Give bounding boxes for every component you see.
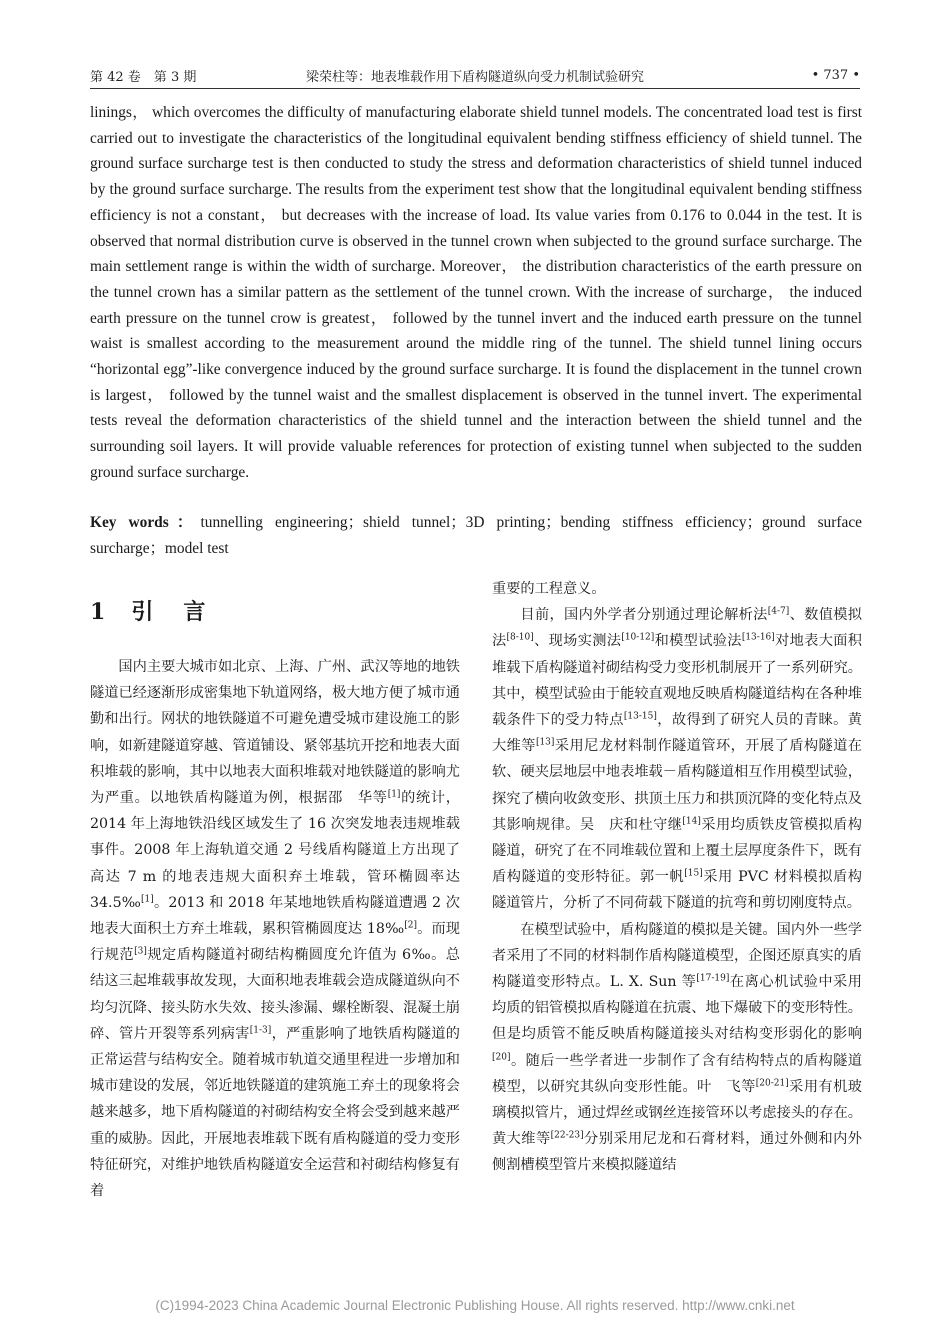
section-heading [90,596,460,628]
running-title: 梁荣柱等：地表堆载作用下盾构隧道纵向受力机制试验研究 [305,69,644,85]
intro-paragraph-2: 目前，国内外学者分别通过理论解析法[4-7]、数值模拟法[8-10]、现场实测法[10-12]和模型试验法[13-16]对地表大面积堆载下盾构隧道衬砌结构受力变形机制展开了一系列研究。其中，模型试验由于能较直观地反映盾构隧道结构在各种堆载条件下的受力特点[13-15]，故得到了研究人员的青睐。黄大维等[13]采用尼龙材料制作隧道管环，开展了盾构隧道在软、硬夹层地层中地表堆载－盾构隧道相互作用模型试验，探究了横向收敛变形、拱顶土压力和拱顶沉降的变化特点及其影响规律。吴 庆和杜守继[14]采用均质铁皮管模拟盾构隧道，研究了在不同堆载位置和上覆土层厚度条件下，既有盾构隧道的变形特征。郭一帆[15]采用 PVC 材料模拟盾构隧道管片，分析了不同荷载下隧道的抗弯和剪切刚度特点。 [492,606,862,912]
intro-paragraph-3: 在模型试验中，盾构隧道的模拟是关键。国内外一些学者采用了不同的材料制作盾构隧道模型，企图还原真实的盾构隧道变形特点。L. X. Sun 等[17-19]在离心机试验中采用均质的铝管模拟盾构隧道在抗震、地下爆破下的变形特性。但是均质管不能反映盾构隧道接头对结构变形弱化的影响[20]。随后一些学者进一步制作了含有结构特点的盾构隧道模型，以研究其纵向变形性能。叶 飞等[20-21]采用有机玻璃模拟管片，通过焊丝或钢丝连接管环以考虑接头的存在。黄大维等[22-23]分别采用尼龙和石膏材料，通过外侧和内外侧割槽模型管片来模拟隧道结 [492,921,862,1174]
intro-paragraph-1-continued: 重要的工程意义。 [492,581,606,597]
citation: [22-23] [550,1130,584,1141]
volume-issue: 第 42 卷 第 3 期 [90,69,197,85]
right-column [492,576,862,1179]
citation: [15] [684,868,703,879]
citation: [17-19] [696,973,730,984]
citation: [10-12] [621,632,655,643]
citation: [1-3] [249,1025,272,1036]
citation: [3] [134,946,147,957]
running-header [90,62,860,89]
citation: [1] [141,894,154,905]
intro-paragraph-1: 国内主要大城市如北京、上海、广州、武汉等地的地铁隧道已经逐渐形成密集地下轨道网络，极大地方便了城市通勤和出行。网状的地铁隧道不可避免遭受城市建设施工的影响，如新建隧道穿越、管道铺设、紧邻基坑开挖和地表大面积堆载的影响，其中以地表大面积堆载对地铁隧道的影响尤为严重。以地铁盾构隧道为例，根据邵 华等[1]的统计，2014 年上海地铁沿线区域发生了 16 次突发地表违规堆载事件。2008 年上海轨道交通 2 号线盾构隧道上方出现了高达 7 m 的地表违规大面积弃土堆载，管环椭圆率达 34.5‰[1]。2013 和 2018 年某地地铁盾构隧道遭遇 2 次地表大面积土方弃土堆载，累积管椭圆度达 18‰[2]。而现行规范[3]规定盾构隧道衬砌结构椭圆度允许值为 6‰。总结这三起堆载事故发现，大面积地表堆载会造成隧道纵向不均匀沉降、接头防水失效、接头渗漏、螺栓断裂、混凝土崩碎、管片开裂等系列病害[1-3]，严重影响了地铁盾构隧道的正常运营与结构安全。随着城市轨道交通里程进一步增加和城市建设的发展，邻近地铁隧道的建筑施工弃土的现象将会越来越多，地下盾构隧道的衬砌结构安全将会受到越来越严重的威胁。因此，开展地表堆载下既有盾构隧道的受力变形特征研究，对维护地铁盾构隧道安全运营和衬砌结构修复有着 [90,659,460,1200]
citation: [13-16] [741,632,775,643]
citation: [13] [535,737,555,748]
page-number: • 737 • [811,67,860,83]
citation: [1] [387,789,401,800]
section-number: 1 [90,599,110,625]
keywords-text: tunnelling engineering；shield tunnel；3D printing；bending stiffness efficiency；ground surface surcharge；model test [90,514,862,557]
abstract-text: linings， which overcomes the difficulty of manufacturing elaborate shield tunnel models. The concentrated load test is first carried out to investigate the characteristics of the longitudinal equivalent bending stiffness efficiency of shield tunnel. The ground surface surcharge test is then conducted to study the stress and deformation characteristics of shield tunnel induced by the ground surface surcharge. The results from the experiment test show that the longitudinal equivalent bending stiffness efficiency is not a constant， but decreases with the increase of load. Its value varies from 0.176 to 0.044 in the test. It is observed that normal distribution curve is observed in the tunnel crown when subjected to the ground surface surcharge. The main settlement range is within the width of surcharge. Moreover， the distribution characteristics of the earth pressure on the tunnel crown has a similar pattern as the settlement of the tunnel crown. With the increase of surcharge， the induced earth pressure on the tunnel crow is greatest， followed by the tunnel invert and the induced earth pressure on the tunnel waist is smallest according to the measurement around the middle ring of the tunnel. The shield tunnel lining occurs “horizontal egg”-like convergence induced by the ground surface surcharge. It is found the displacement in the tunnel crown is largest， followed by the tunnel waist and the smallest displacement is observed in the tunnel invert. The experimental tests reveal the deformation characteristics of the shield tunnel and the interaction between the shield tunnel and the surrounding soil layers. It will provide valuable references for protection of existing tunnel when subjected to the sudden ground surface surcharge. [90,104,862,481]
citation: [20] [492,1051,511,1062]
citation: [2] [404,920,417,931]
copyright-footer: (C)1994-2023 China Academic Journal Electronic Publishing House. All rights reserved. http://www.cnki.net [155,1298,795,1313]
keywords-label: Key words： [90,514,201,531]
citation: [8-10] [506,632,534,643]
citation: [4-7] [767,606,790,617]
citation: [13-15] [623,711,657,722]
keywords [90,510,862,561]
citation: [20-21] [755,1078,789,1089]
section-title: 引 言 [131,599,210,625]
left-column [90,576,460,1204]
citation: [14] [682,816,701,827]
